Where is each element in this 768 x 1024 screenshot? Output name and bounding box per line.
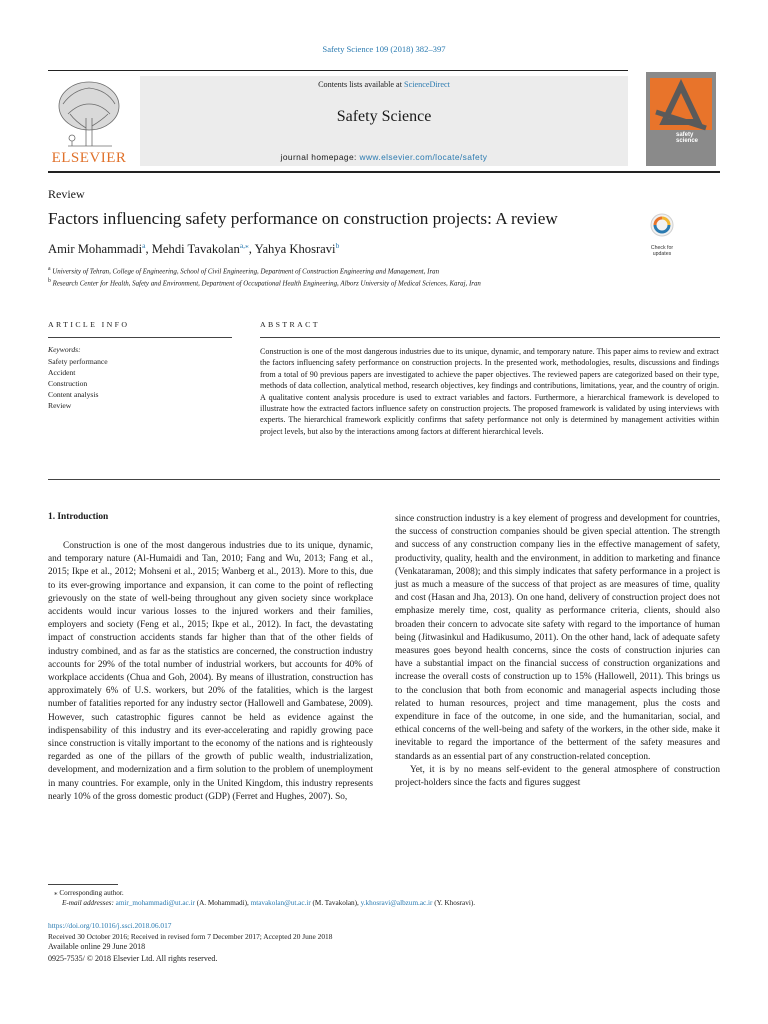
check-updates-icon <box>644 212 680 240</box>
article-title: Factors influencing safety performance on construction projects: A review <box>48 209 558 228</box>
abstract-heading: ABSTRACT <box>260 320 320 329</box>
available-online: Available online 29 June 2018 <box>48 942 146 951</box>
keyword-item: Accident <box>48 368 76 377</box>
article-info-heading: ARTICLE INFO <box>48 320 130 329</box>
affiliation <box>48 266 439 275</box>
keyword-item: Safety performance <box>48 357 108 366</box>
header-bottom-rule <box>48 171 720 173</box>
check-updates-label: Check for updates <box>650 245 674 257</box>
homepage-link[interactable]: www.elsevier.com/locate/safety <box>359 152 488 162</box>
sciencedirect-link[interactable]: ScienceDirect <box>404 80 450 89</box>
author-list: Amir Mohammadi$^a$, Mehdi Tavakolan$^{a,⁎}$, Yahya Khosravi$^b$ <box>48 241 340 257</box>
section-title: 1. Introduction <box>48 512 109 522</box>
contents-line <box>140 80 628 89</box>
email-owner: (A. Mohammadi), <box>194 899 251 907</box>
doi-link[interactable]: https://doi.org/10.1016/j.ssci.2018.06.017 <box>48 921 172 930</box>
author-sup[interactable]: a,⁎ <box>239 241 249 250</box>
author-sup[interactable]: b <box>335 241 340 250</box>
keyword-item: Content analysis <box>48 390 99 399</box>
homepage-prefix: journal homepage: <box>280 152 360 162</box>
author-name[interactable]: Mehdi Tavakolan <box>151 242 240 257</box>
affiliation-text: University of Tehran, College of Engineering, School of Civil Engineering, Department of Construction Engineering and Management, Iran <box>52 268 440 276</box>
author-sup[interactable]: a <box>142 241 146 250</box>
body-column-left <box>48 540 373 804</box>
article-info-rule <box>48 337 232 338</box>
journal-name: Safety Science <box>336 108 432 125</box>
abstract-text: Construction is one of the most dangerous industries due to its unique, dynamic, and temporary nature. This paper aims to review and extract the factors influencing safety performance on construction projects. In the presented work, methodologies, results, discussions and findings from a total of 90 previous papers are investigated to achieve the paper objectives. The reviewed papers are categorized based on their type, methods of data collection, analytical method, research objectives, key findings and contributions, limitations, year, and the country of origin. A qualitative content analysis procedure is used to extract variables and factors. Furthermore, a hierarchical framework is developed to illustrate how the extracted factors influence safety on construction projects. The proposed framework is validated by using interviews with experts. The hierarchical framework explicitly confirms that safety performance not only is determined by management activities within project levels, but also by the interactions among factors at different hierarchical levels. <box>260 347 719 436</box>
footnote-rule <box>48 884 118 885</box>
article-type: Review <box>48 187 85 201</box>
abstract-rule <box>260 337 720 338</box>
email-addresses <box>62 899 475 907</box>
journal-cover-thumbnail[interactable] <box>646 72 716 166</box>
email-owner: (Y. Khosravi). <box>432 899 476 907</box>
corresponding-author-note: ⁎ Corresponding author. <box>54 889 124 897</box>
affiliation <box>48 278 481 287</box>
author-name[interactable]: Amir Mohammadi <box>48 242 143 257</box>
body-paragraph: since construction industry is a key element of progress and development for countries, the success of construction companies should be given special attention. The strength and success of any construction company lies in the effective management of safety, productivity, quality, health and the environment, in addition to marketing and finance (Venkataraman, 2008); and this simply indicates that safety performance in a project is just as much a measure of the success of that project as are measures of time, quality and cost (Hasan and Jha, 2013). On one hand, delivery of construction project does not emphasize merely time, cost, quality as performance criteria, clients, should also broaden their concern to advocate site safety with regard to the importance of human being (Jitwasinkul and Hadikusumo, 2011). On the other hand, lack of adequate safety measures goes beyond health concerns, since the costs of construction injuries can have a substantial impact on the financial success of construction organizations and increase the overall costs of construction up to 15% (Hallowell, 2011). This brings us to the conclusion that both from economic and managerial aspects including those related to human resources, project and time management, plus the costs and expenditure in face of the outcome, in one side, and the humanitarian, social, and ethical concerns of the well-being and safety of the workers, in the other side, make it inevitable to regard the importance of the betterment of the safety measures and standards as an essential part of any construction-related conception. <box>395 514 720 762</box>
header-top-rule <box>48 70 628 71</box>
keyword-item: Construction <box>48 379 88 388</box>
body-column-right <box>395 513 720 790</box>
keyword-item: Review <box>48 401 72 410</box>
cover-title: safety science <box>676 132 699 144</box>
abstract-bottom-rule <box>48 479 720 480</box>
affiliation-sup: b <box>48 278 51 284</box>
received-dates: Received 30 October 2016; Received in revised form 7 December 2017; Accepted 20 June 2018 <box>48 932 333 941</box>
keyword-list <box>48 356 108 411</box>
body-paragraph: Construction is one of the most dangerous industries due to its unique, dynamic, and temporary nature (Al-Humaidi and Tan, 2010; Fang and Wu, 2013; Fang et al., 2015; Ikpe et al., 2012; Mohseni et al., 2015; Wanberg et al., 2013). More to this, due to its ever-growing importance and expansion, it can come to the point of reflecting grievously on the state of well-being throughout any given society since workplace accidents would incur various losses to the injured workers and their families, employers and society (Feng et al., 2015; Ikpe et al., 2012). In fact, the devastating impact of construction accidents stands far higher than that of the other fields of industry combined, and as far as the statistics are concerned, the construction industry accounts for 29% of the total number of industrial workers, but accounts for 40% of workplace accidents (Chua and Goh, 2004). By means of illustration, construction has approximately 6% of U.S. workers, but 20% of the fatalities, which is the largest number of fatalities reported for any industry sector (Hallowell and Gambatese, 2009). However, such catastrophic figures cannot be held as evidence against the indispensability of this industry and its ever-accelerating and rapidly growing pace since construction is vitally important to the economy of the nations and is righteously regarded as one of the pillars of the growth of public wealth, industrialization, development, and modernization and a firm solution to the problem of unemployment in many countries. For example, only in the United Kingdom, this industry represents nearly 10% of the gross domestic product (GDP) (Ferret and Hughes, 2007). So, <box>48 541 373 802</box>
check-for-updates-badge[interactable] <box>644 212 680 257</box>
journal-reference[interactable]: Safety Science 109 (2018) 382–397 <box>322 44 446 54</box>
contents-prefix: Contents lists available at <box>318 80 405 89</box>
keywords-label: Keywords: <box>48 345 81 354</box>
email-link[interactable]: mtavakolan@ut.ac.ir <box>250 899 311 907</box>
journal-homepage <box>140 152 628 162</box>
email-label: E-mail addresses: <box>62 899 116 907</box>
cover-art-icon <box>646 72 716 166</box>
affiliation-sup: a <box>48 266 51 272</box>
email-link[interactable]: y.khosravi@albzum.ac.ir <box>360 899 433 907</box>
email-link[interactable]: amir_mohammadi@ut.ac.ir <box>115 899 195 907</box>
author-name[interactable]: Yahya Khosravi <box>254 242 336 257</box>
body-paragraph: Yet, it is by no means self-evident to the general atmosphere of construction project-holders since the facts and figures suggest <box>395 764 720 789</box>
email-owner: (M. Tavakolan), <box>310 899 361 907</box>
elsevier-wordmark: ELSEVIER <box>51 150 127 166</box>
copyright-line: 0925-7535/ © 2018 Elsevier Ltd. All rights reserved. <box>48 954 218 963</box>
affiliation-text: Research Center for Health, Safety and Environment, Department of Occupational Health Engineering, Alborz University of Medical Sciences, Karaj, Iran <box>52 280 481 288</box>
